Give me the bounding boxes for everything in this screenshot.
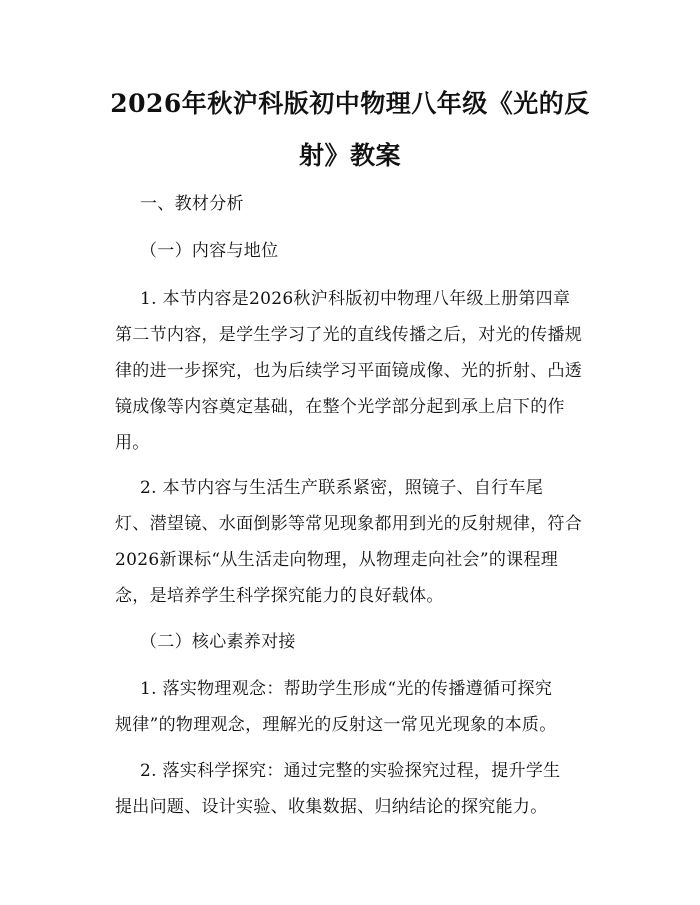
paragraph-line: 规律”的物理观念，理解光的反射这一常见光现象的本质。 xyxy=(115,715,557,735)
paragraph-line: 用。 xyxy=(115,433,150,453)
paragraph-line: 1. 本节内容是2026秋沪科版初中物理八年级上册第四章 xyxy=(140,289,571,309)
paragraph-line: 第二节内容，是学生学习了光的直线传播之后，对光的传播规 xyxy=(115,325,583,345)
paragraph-line: 念，是培养学生科学探究能力的良好载体。 xyxy=(115,586,444,606)
paragraph-line: 2. 本节内容与生活生产联系紧密，照镜子、自行车尾 xyxy=(140,478,544,498)
paragraph-line: 2026新课标“从生活走向物理，从物理走向社会”的课程理 xyxy=(115,550,559,570)
paragraph-line: 律的进一步探究，也为后续学习平面镜成像、光的折射、凸透 xyxy=(115,361,583,381)
paragraph-line: 提出问题、设计实验、收集数据、归纳结论的探究能力。 xyxy=(115,797,548,817)
paragraph-line: 镜成像等内容奠定基础，在整个光学部分起到承上启下的作 xyxy=(115,397,565,417)
document-title xyxy=(100,78,600,182)
subsection-heading-content: （一）内容与地位 xyxy=(140,241,279,261)
title-line-2: 射》教案 xyxy=(298,141,401,170)
paragraph-line: 2. 落实科学探究：通过完整的实验探究过程，提升学生 xyxy=(140,761,561,781)
paragraph-line: 1. 落实物理观念：帮助学生形成“光的传播遵循可探究 xyxy=(140,679,553,699)
section-heading: 一、教材分析 xyxy=(140,194,244,214)
subsection-heading-competency: （二）核心素养对接 xyxy=(140,632,296,652)
paragraph-line: 灯、潜望镜、水面倒影等常见现象都用到光的反射规律，符合 xyxy=(115,514,583,534)
title-line-1: 2026年秋沪科版初中物理八年级《光的反 xyxy=(110,89,590,118)
